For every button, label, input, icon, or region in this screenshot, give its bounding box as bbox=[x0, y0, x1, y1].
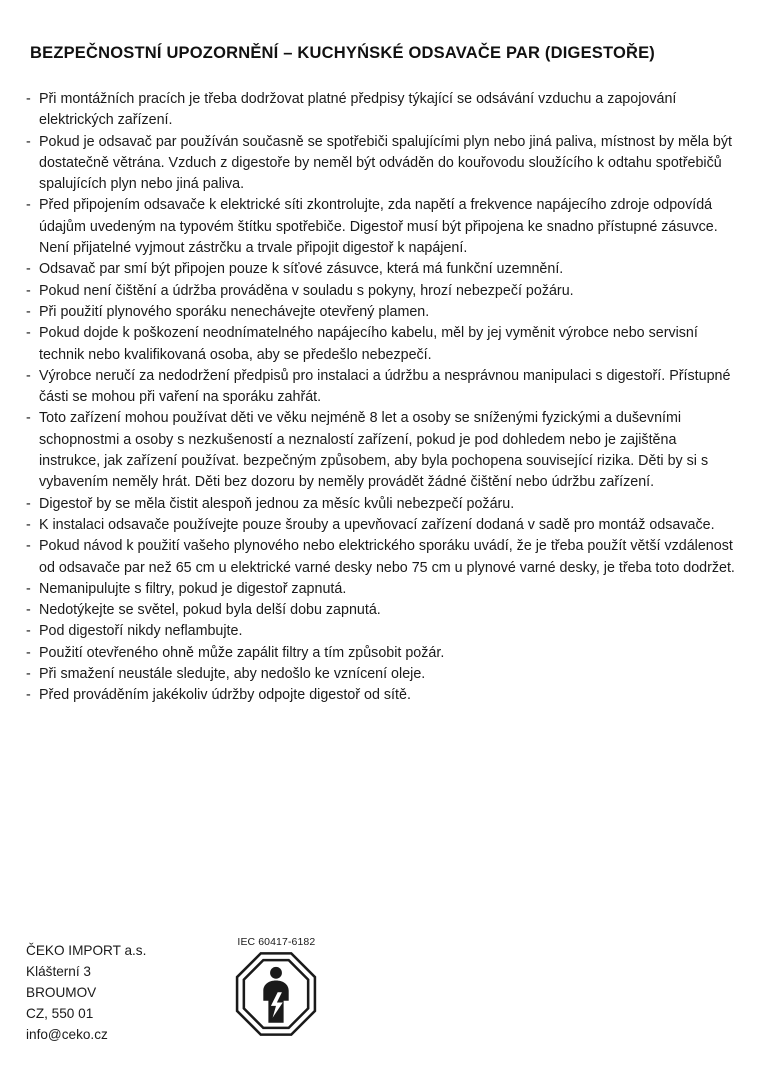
list-item bbox=[26, 664, 736, 685]
bullet-marker: - bbox=[26, 367, 31, 384]
list-item bbox=[26, 621, 736, 642]
bullet-marker: - bbox=[26, 133, 31, 150]
list-item bbox=[26, 366, 736, 409]
bullet-marker: - bbox=[26, 325, 31, 342]
list-item bbox=[26, 536, 736, 579]
list-item-text: Výrobce neručí za nedodržení předpisů pro instalaci a údržbu a nesprávnou manipulaci s digestoří. Přístupné části se mohou při vaření na sporáku zahřát. bbox=[39, 367, 731, 406]
list-item-text: Při smažení neustále sledujte, aby nedošlo ke vznícení oleje. bbox=[39, 666, 426, 683]
bullet-marker: - bbox=[26, 282, 31, 299]
list-item-text: Pod digestoří nikdy neflambujte. bbox=[39, 623, 243, 640]
certification-code: IEC 60417-6182 bbox=[237, 936, 316, 948]
bullet-marker: - bbox=[26, 91, 31, 107]
list-item-text: Pokud návod k použití vašeho plynového nebo elektrického sporáku uvádí, že je třeba použít větší vzdálenost od odsavače par než 65 cm u elektrické varné desky nebo 75 cm u plynové varné desky, je třeba toto dodržet. bbox=[39, 538, 735, 576]
list-item-text: Před připojením odsavače k elektrické síti zkontrolujte, zda napětí a frekvence napájecího zdroje odpovídá údajům uvedeným na typovém štítku spotřebiče. Digestoř musí být připojena ke snadno přístupné zásuvce. Není přijatelné vyjmout zástrčku a trvale připojit digestoř k napájení. bbox=[39, 197, 718, 257]
list-item-text: Použití otevřeného ohně může zapálit filtry a tím způsobit požár. bbox=[39, 644, 445, 661]
list-item bbox=[26, 685, 736, 706]
company-postal: CZ, 550 01 bbox=[26, 1006, 94, 1021]
list-item-text: Před prováděním jakékoliv údržby odpojte digestoř od sítě. bbox=[39, 687, 411, 704]
list-item bbox=[26, 195, 736, 259]
list-item-text: Toto zařízení mohou používat děti ve věku nejméně 8 let a osoby se sníženými fyzickými a duševními schopnostmi a osoby s nezkušeností a neznalostí zařízení, pokud je pod dohledem nebo je zajištěna instrukce, jak zařízení používat. bezpečným způsobem, aby byla pochopena související rizika. Děti by si s vybavením neměly hrát. Děti bez dozoru by neměly provádět žádné čištění nebo údržbu zařízení. bbox=[39, 410, 709, 491]
list-item-text: Pokud není čištění a údržba prováděna v souladu s pokyny, hrozí nebezpečí požáru. bbox=[39, 282, 574, 299]
list-item bbox=[26, 302, 736, 323]
list-item-text: Při montážních pracích je třeba dodržovat platné předpisy týkající se odsávání vzduchu a zapojování elektrických zařízení. bbox=[39, 91, 677, 129]
bullet-marker: - bbox=[26, 687, 31, 704]
list-item-text: Odsavač par smí být připojen pouze k síťové zásuvce, která má funkční uzemnění. bbox=[39, 261, 564, 278]
safety-warning-list bbox=[26, 89, 736, 707]
company-name: ČEKO IMPORT a.s. bbox=[26, 943, 147, 958]
bullet-marker: - bbox=[26, 410, 31, 427]
list-item-text: Nemanipulujte s filtry, pokud je digestoř zapnutá. bbox=[39, 580, 347, 597]
list-item bbox=[26, 132, 736, 196]
list-item bbox=[26, 259, 736, 280]
bullet-marker: - bbox=[26, 538, 31, 555]
list-item bbox=[26, 494, 736, 515]
list-item-text: Při použití plynového sporáku nenechávejte otevřený plamen. bbox=[39, 303, 430, 320]
list-item bbox=[26, 408, 736, 493]
bullet-marker: - bbox=[26, 666, 31, 683]
list-item bbox=[26, 643, 736, 664]
page-title: BEZPEČNOSTNÍ UPOZORNĚNÍ – KUCHYŃSKÉ ODSAVAČE PAR (DIGESTOŘE) bbox=[30, 44, 656, 62]
list-item bbox=[26, 579, 736, 600]
list-item bbox=[26, 323, 736, 366]
bullet-marker: - bbox=[26, 644, 31, 661]
bullet-marker: - bbox=[26, 580, 31, 597]
class-ii-appliance-shock-symbol-icon bbox=[233, 950, 319, 1038]
list-item bbox=[26, 281, 736, 302]
list-item-text: Digestoř by se měla čistit alespoň jednou za měsíc kvůli nebezpečí požáru. bbox=[39, 495, 515, 512]
company-city: BROUMOV bbox=[26, 985, 97, 1000]
list-item bbox=[26, 600, 736, 621]
list-item-text: Pokud je odsavač par používán současně se spotřebiči spalujícími plyn nebo jiná paliva, místnost by měla být dostatečně větrána. Vzduch z digestoře by neměl být odváděn do kouřovodu sloužícího k odtahu spotřebičů spalujících plyn nebo jiná paliva. bbox=[39, 133, 732, 193]
company-address bbox=[26, 940, 146, 1045]
list-item-text: Pokud dojde k poškození neodnímatelného napájecího kabelu, měl by jej vyměnit výrobce nebo servisní technik nebo kvalifikovaná osoba, aby se předešlo nebezpečí. bbox=[39, 325, 698, 363]
list-item-text: K instalaci odsavače používejte pouze šrouby a upevňovací zařízení dodaná v sadě pro montáž odsavače. bbox=[39, 516, 715, 533]
bullet-marker: - bbox=[26, 495, 31, 512]
bullet-marker: - bbox=[26, 516, 31, 533]
list-item bbox=[26, 515, 736, 536]
company-street: Klášterní 3 bbox=[26, 964, 91, 979]
list-item-text: Nedotýkejte se světel, pokud byla delší dobu zapnutá. bbox=[39, 602, 381, 619]
bullet-marker: - bbox=[26, 197, 31, 214]
list-item bbox=[26, 89, 736, 132]
footer bbox=[26, 936, 736, 1045]
bullet-marker: - bbox=[26, 303, 31, 320]
company-email: info@ceko.cz bbox=[26, 1027, 108, 1042]
bullet-marker: - bbox=[26, 623, 31, 640]
bullet-marker: - bbox=[26, 261, 31, 278]
bullet-marker: - bbox=[26, 602, 31, 619]
certification-block bbox=[216, 936, 336, 1038]
